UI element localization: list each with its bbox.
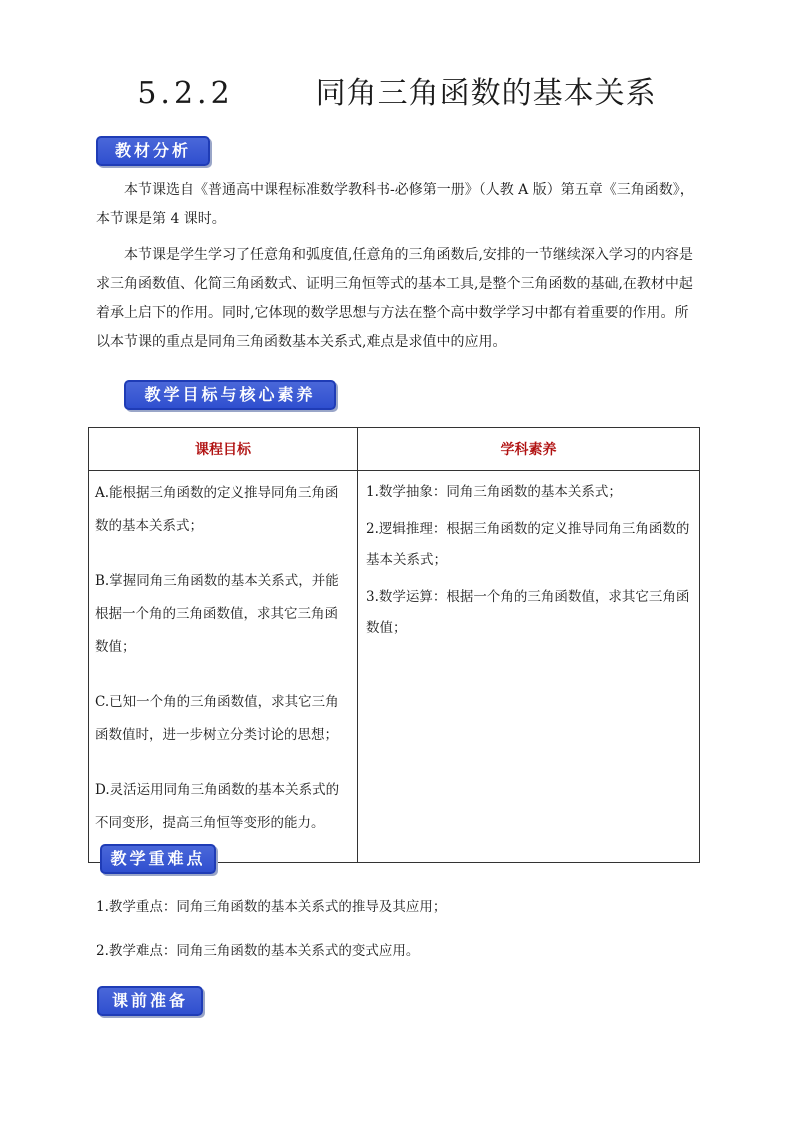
goal-item: D.灵活运用同角三角函数的基本关系式的不同变形，提高三角恒等变形的能力。 — [95, 782, 340, 831]
goal-item: C.已知一个角的三角函数值，求其它三角函数值时，进一步树立分类讨论的思想； — [95, 694, 339, 743]
section-banner-key-points: 教学重难点 — [100, 844, 216, 874]
subject-literacy-cell — [358, 471, 700, 863]
table-row — [89, 471, 700, 863]
key-point-line: 1.教学重点：同角三角函数的基本关系式的推导及其应用； — [96, 899, 447, 915]
objectives-table — [88, 427, 700, 863]
page-title — [0, 72, 794, 116]
header-course-goals: 课程目标 — [89, 428, 358, 471]
analysis-paragraph-1: 本节课选自《普通高中课程标准数学教科书-必修第一册》（人教 A 版）第五章《三角函数》，本节课是第 4 课时。 — [96, 182, 694, 227]
literacy-item: 3.数学运算：根据一个角的三角函数值，求其它三角函数值； — [366, 589, 690, 636]
literacy-item: 2.逻辑推理：根据三角函数的定义推导同角三角函数的基本关系式； — [366, 521, 690, 568]
goal-item: B.掌握同角三角函数的基本关系式，并能根据一个角的三角函数值，求其它三角函数值； — [95, 573, 339, 655]
course-goals-cell — [89, 471, 358, 863]
title-text: 同角三角函数的基本关系 — [315, 76, 657, 111]
literacy-item: 1.数学抽象：同角三角函数的基本关系式； — [366, 484, 622, 500]
goal-item: A.能根据三角函数的定义推导同角三角函数的基本关系式； — [95, 485, 339, 534]
analysis-paragraph-2: 本节课是学生学习了任意角和弧度值,任意角的三角函数后,安排的一节继续深入学习的内容是求三角函数值、化简三角函数式、证明三角恒等式的基本工具,是整个三角函数的基础,在教材中起着承上启下的作用。同时,它体现的数学思想与方法在整个高中数学学习中都有着重要的作用。所以本节课的重点是同角三角函数基本关系式,难点是求值中的应用。 — [96, 247, 693, 350]
difficulty-line: 2.教学难点：同角三角函数的基本关系式的变式应用。 — [96, 943, 420, 959]
table-header-row — [89, 428, 700, 471]
section-banner-preparation: 课前准备 — [97, 986, 203, 1016]
section-number: 5.2.2 — [137, 76, 234, 111]
section-banner-analysis: 教材分析 — [96, 136, 210, 166]
section-banner-objectives: 教学目标与核心素养 — [124, 380, 336, 410]
header-subject-literacy: 学科素养 — [358, 428, 700, 471]
